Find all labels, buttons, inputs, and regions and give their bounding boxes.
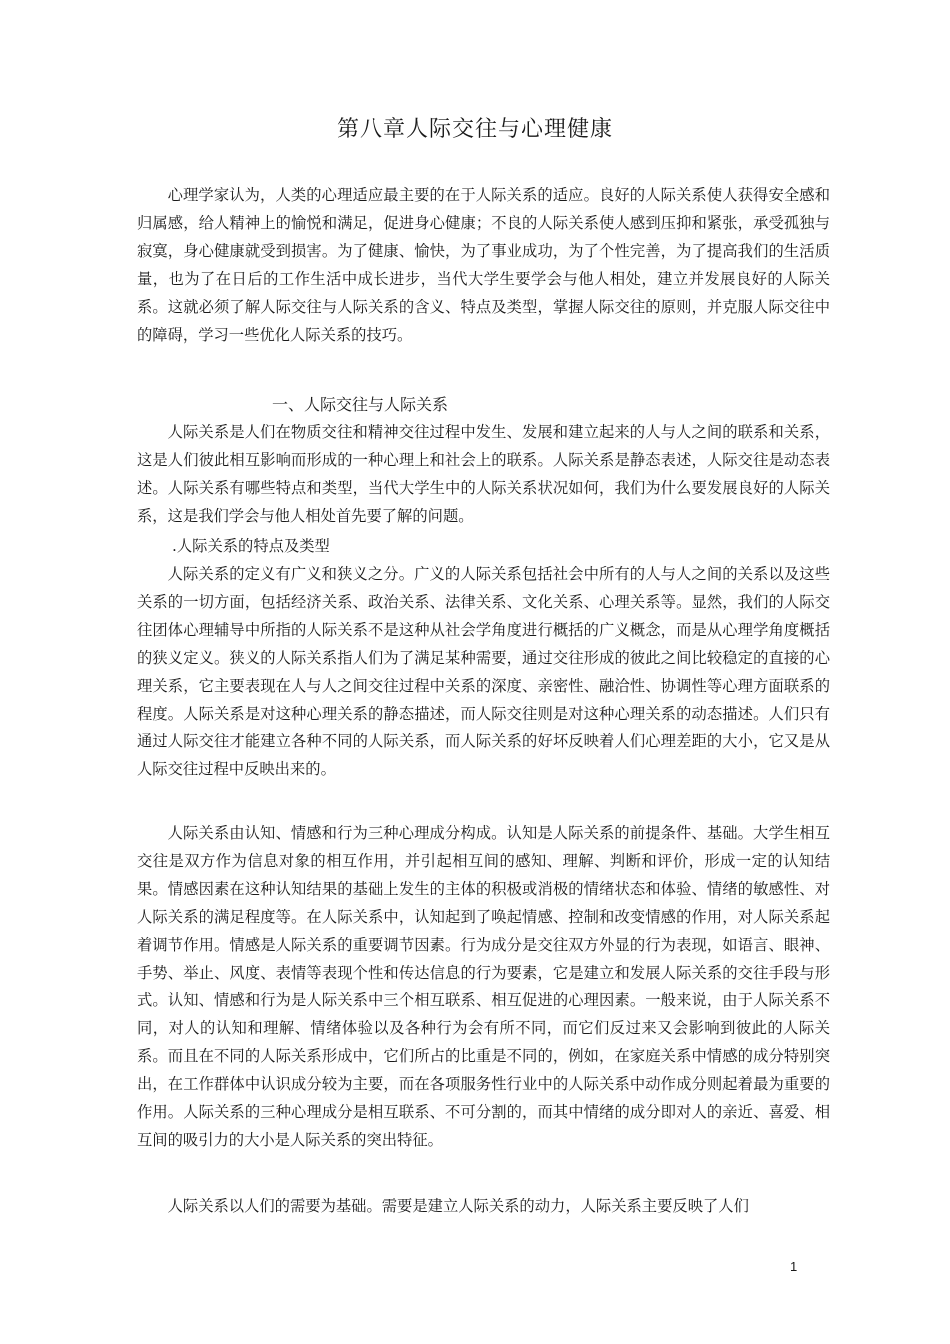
section-heading: 一、人际交往与人际关系: [272, 395, 449, 414]
intro-paragraph: 心理学家认为，人类的心理适应最主要的在于人际关系的适应。良好的人际关系使人获得安全感和归属感，给人精神上的愉悦和满足，促进身心健康；不良的人际关系使人感到压抑和紧张，承受孤独与寂寞，身心健康就受到损害。为了健康、愉快，为了事业成功，为了个性完善，为了提高我们的生活质量，也为了在日后的工作生活中成长进步，当代大学生要学会与他人相处，建立并发展良好的人际关系。这就必须了解人际交往与人际关系的含义、特点及类型，掌握人际交往的原则，并克服人际交往中的障碍，学习一些优化人际关系的技巧。: [137, 186, 830, 344]
needs-paragraph: 人际关系以人们的需要为基础。需要是建立人际关系的动力，人际关系主要反映了人们: [167, 1197, 749, 1215]
subsection-heading: .人际关系的特点及类型: [172, 537, 330, 555]
section-paragraph: 人际关系是人们在物质交往和精神交往过程中发生、发展和建立起来的人与人之间的联系和关系，这是人们彼此相互影响而形成的一种心理上和社会上的联系。人际关系是静态表述，人际交往是动态表述。人际关系有哪些特点和类型，当代大学生中的人际关系状况如何，我们为什么要发展良好的人际关系，这是我们学会与他人相处首先要了解的问题。: [137, 423, 830, 525]
definition-paragraph: 人际关系的定义有广义和狭义之分。广义的人际关系包括社会中所有的人与人之间的关系以及这些关系的一切方面，包括经济关系、政治关系、法律关系、文化关系、心理关系等。显然，我们的人际交往团体心理辅导中所指的人际关系不是这种从社会学角度进行概括的广义概念，而是从心理学角度概括的狭义定义。狭义的人际关系指人们为了满足某种需要，通过交往形成的彼此之间比较稳定的直接的心理关系，它主要表现在人与人之间交往过程中关系的深度、亲密性、融洽性、协调性等心理方面联系的程度。人际关系是对这种心理关系的静态描述，而人际交往则是对这种心理关系的动态描述。人们只有通过人际交往才能建立各种不同的人际关系，而人际关系的好坏反映着人们心理差距的大小，它又是从人际交往过程中反映出来的。: [137, 565, 830, 779]
components-paragraph: 人际关系由认知、情感和行为三种心理成分构成。认知是人际关系的前提条件、基础。大学生相互交往是双方作为信息对象的相互作用，并引起相互间的感知、理解、判断和评价，形成一定的认知结果。情感因素在这种认知结果的基础上发生的主体的积极或消极的情绪状态和体验、情绪的敏感性、对人际关系的满足程度等。在人际关系中，认知起到了唤起情感、控制和改变情感的作用，对人际关系起着调节作用。情感是人际关系的重要调节因素。行为成分是交往双方外显的行为表现，如语言、眼神、手势、举止、风度、表情等表现个性和传达信息的行为要素，它是建立和发展人际关系的交往手段与形式。认知、情感和行为是人际关系中三个相互联系、相互促进的心理因素。一般来说，由于人际关系不同，对人的认知和理解、情绪体验以及各种行为会有所不同，而它们反过来又会影响到彼此的人际关系。而且在不同的人际关系形成中，它们所占的比重是不同的，例如，在家庭关系中情感的成分特别突出，在工作群体中认识成分较为主要，而在各项服务性行业中的人际关系中动作成分则起着最为重要的作用。人际关系的三种心理成分是相互联系、不可分割的，而其中情绪的成分即对人的亲近、喜爱、相互间的吸引力的大小是人际关系的突出特征。: [137, 824, 830, 1149]
page-number: 1: [790, 1259, 798, 1274]
chapter-title: 第八章人际交往与心理健康: [336, 117, 613, 142]
